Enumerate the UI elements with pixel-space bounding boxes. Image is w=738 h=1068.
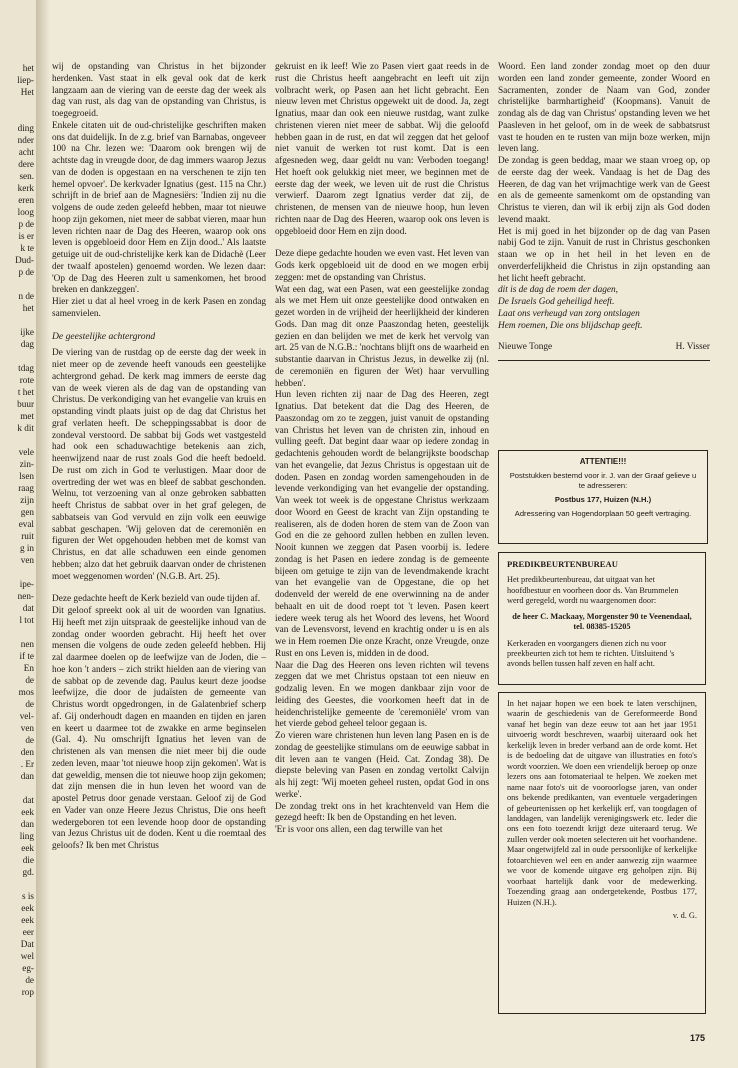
spine-fragment: Het	[20, 87, 34, 97]
spine-fragment: buur	[17, 399, 34, 409]
spine-fragment: de	[25, 699, 34, 709]
paragraph: Enkele citaten uit de oud-christelijke geschriften maken ons dat duidelijk. In de z.g. brief van Barnabas, ongeveer 100 na Chr. lezen we: 'Daarom ook brengen wij de achtste dag in vreugde door, de dag immers waarop Jezus van de doden is opgestaan en na verschenen te zijn ten hemel opvoer'. De kerkvader Ignatius (gest. 115 na Chr.) schrijft in de brief aan de Magnesiërs: 'Indien zij nu die volgens de oude zeden geleefd hebben, maar tot nieuwe hoop zijn gekomen, niet meer de sabbat vieren, maar hun leven richten naar de Dag des Heeren, waarop ook ons leven is opgebloeid door Hem en Zijn dood..' Als laatste getuige uit de oud-christelijke kerk kan de Didachè (Leer der twaalf apostelen) genoemd worden. We lezen daar: 'Op de Dag des Heeren zult u samenkomen, het brood breken en dankzeggen'.	[52, 120, 266, 296]
spine-fragment: ven	[20, 723, 34, 733]
paragraph: gekruist en ik leef! Wie zo Pasen viert gaat reeds in de rust die Christus heeft aangebracht en leeft uit zijn volbracht werk, op Pasen aan het licht gebracht. Een nieuw leven met Christus opgewekt uit de dood. Ja, zegt Ignatius, maar dan ook een nieuwe rustdag, want zulke christenen vieren niet meer de sabbat. Wij die geloofd hebben gaan in de rust, en dat wil zeggen dat het geloof niet vanuit de werken tot rust komt. Dat is een afgesneden weg, daar geldt nu van: Verboden toegang! Het hoeft ook gelukkig niet meer, we beginnen met de eerste dag der week, we leven uit de rust die Christus verwierf. Daarom zegt Ignatius verder dat zij, de christenen, de mensen van de nieuwe hoop, hun leven richten naar de Dag des Heeren, waarop ook ons leven is opgebloeid door Hem en zijn dood.	[275, 62, 489, 237]
spine-fragment: . Er	[20, 759, 34, 769]
column-2	[275, 62, 489, 837]
spine-fragment: ipe-	[19, 579, 34, 589]
spine-fragment: dat	[22, 795, 34, 805]
poem-line: Laat ons verheugd van zorg ontslagen	[498, 308, 640, 319]
spine-fragment: ling	[19, 831, 34, 841]
spine-fragment: het	[22, 63, 34, 73]
book-announcement	[498, 692, 706, 1014]
page-fold-shadow	[36, 0, 50, 1068]
spine-fragment: s is	[21, 891, 34, 901]
spine-fragment: eek	[21, 915, 34, 925]
spine-fragment: p de	[18, 219, 34, 229]
spine-fragment: tdag	[18, 363, 34, 373]
article-signature	[498, 342, 710, 361]
spine-fragment: is er	[18, 231, 34, 241]
spine-fragment: ruit	[21, 531, 34, 541]
spine-fragment: die	[22, 855, 34, 865]
spine-fragment: eren	[18, 195, 34, 205]
paragraph: Naar die Dag des Heeren ons leven richten wil tevens zeggen dat we met Christus opstaan tot een nieuw en godzalig leven. En we mogen dankbaar zijn voor de leiding des Geestes, die voorkomen heeft dat in de heidenchristelijke gemeente de 'ceremoniële' vrom van het vierde gebod geheel teloor gegaan is.	[275, 660, 489, 730]
spine-fragment: nen-	[17, 591, 34, 601]
poem-line: De Israels God geheiligd heeft.	[498, 297, 615, 307]
spine-fragment: Dat	[20, 939, 34, 949]
paragraph: Zo vieren ware christenen hun leven lang Pasen en is de zondag de geestelijke stimulans om de eeuwige sabbat in dit leven aan te vangen (Heid. Cat. Zondag 38). De diepste beleving van Pasen en zondag vertolkt Calvijn als hij zegt: 'Wij moeten geheel rusten, opdat God in ons werke'.	[275, 731, 489, 800]
notice-address: de heer C. Mackaay, Morgenster 90 te Veenendaal, tel. 08385-15205	[512, 612, 692, 632]
spine-fragment: eg-	[22, 963, 34, 973]
spine-fragment: mos	[18, 687, 34, 697]
spine-fragment: rop	[21, 987, 34, 997]
spine-fragment: zin-	[19, 459, 34, 469]
spine-fragment: dere	[18, 159, 34, 169]
spine-fragment: de	[25, 675, 34, 685]
spine-fragment: k te	[20, 243, 34, 253]
section-heading: De geestelijke achtergrond	[52, 330, 156, 342]
notice-address: Postbus 177, Huizen (N.H.)	[554, 495, 652, 504]
spine-fragment: den	[20, 747, 34, 757]
column-1	[52, 62, 266, 853]
predikbeurtenbureau-notice	[498, 552, 706, 685]
spine-fragment: nen	[20, 639, 34, 649]
column-3	[498, 62, 710, 361]
spine-fragment: het	[22, 303, 34, 313]
spine-fragment: l tot	[19, 615, 34, 625]
notice-text: Kerkeraden en voorgangers dienen zich nu voor preekbeurten zich tot hem te richten. Uitsluitend 's avonds bellen tussen half zeven en half acht.	[507, 638, 675, 669]
spine-fragment: loog	[17, 207, 34, 217]
spine-fragment: sen.	[19, 171, 34, 181]
spine-fragment: met	[20, 411, 34, 421]
spine-fragment: kerk	[17, 183, 34, 193]
paragraph: Woord. Een land zonder zondag moet op den duur worden een land zonder gemeente, zonder Woord en Sacramenten, zonder de Naam van God, zonder christelijke barmhartigheid' (Koopmans). Vanuit de zondag als de dag van Christus' opstanding leven we het Paasleven in het geloof, om in de week de sabbatsrust vast te houden en te rusten van mijn boze werken, mijn leven lang.	[498, 62, 710, 155]
spine-fragment: if te	[19, 651, 34, 661]
spine-fragment: n de	[18, 291, 34, 301]
spine-fragment: eval	[18, 519, 34, 529]
attentie-notice	[498, 450, 708, 544]
paragraph: Het is mij goed in het bijzonder op de dag van Pasen nabij God te zijn. Vanuit de rust in Christus geschonken staan we op in het heil in het leven en de onverderfelijkheid die Christus in zijn opstanding aan het licht heeft gebracht.	[498, 226, 710, 284]
paragraph: Dit geloof spreekt ook al uit de woorden van Ignatius. Hij heeft met zijn uitspraak de geestelijke inhoud van de zondag onder woorden gebracht. Hij heeft het over mensen die volgens de oude zeden geleefd hebben. Hij zal daarmee doelen op de leefwijze van de Joden, die – hoe kon 't anders – zich strikt hielden aan de viering van de sabbat op de zevende dag. Paulus keurt deze joodse leefwijze, die door de judaïsten de gemeente van Christus wordt opgedrongen, in de Galatenbrief scherp af. Gij onderhoudt dagen en maanden en tijden en jaren en keert u daarmee tot de zwakke en arme beginselen (Gal. 4). Nu omschrijft Ignatius het leven van de christenen als van mensen die niet meer bij die oude zeden leven, maar 'tot nieuwe hoop zijn gekomen'. Wat is dat geweldig, mensen die tot nieuwe hoop zijn gekomen; dat zijn mensen die in hun leven het woord van de apostel Petrus door genade verstaan. Geloof zij de God en Vader van onze Heere Jezus Christus, Die ons heeft wedergeboren tot een levende hoop door de opstanding van Jezus Christus uit de doden. Kent u die roemtaal des geloofs? Ik ben met Christus	[52, 606, 266, 851]
spine-fragment: lsen	[19, 471, 34, 481]
paragraph: Hier ziet u dat al heel vroeg in de kerk Pasen en zondag samenvielen.	[52, 297, 266, 319]
spine-fragment: gen	[20, 507, 34, 517]
spine-fragment: zijn	[20, 495, 34, 505]
paragraph: wij de opstanding van Christus in het bijzonder herdenken. Vast staat in elk geval ook dat de kerk langzaam aan de viering van de eerste dag der week als dag van rust, als dag van de opstanding van Christus, is toegegroeid.	[52, 62, 266, 119]
spine-fragment: dan	[20, 771, 34, 781]
paragraph: Wat een dag, wat een Pasen, wat een geestelijke zondag als we met Hem uit onze geestelijke dood ontwaken en gezet worden in de vrijheid der heerlijkheid der kinderen Gods. Dan mag dit onze Paaszondag heten, geestelijk gezien en dan belijden we met de kerk het vervolg van art. 25 van de N.G.B.: 'nochtans blijft ons de waarheid en substantie daarvan in Christus Jezus, in dewelke zij (nl. de ceremoniën en figuren der Wet) haar vervulling hebben'.	[275, 284, 489, 389]
spine-fragment: de	[25, 735, 34, 745]
spine-fragment: dat	[22, 603, 34, 613]
spine-fragment: ijke	[20, 327, 34, 337]
notice-text: Het predikbeurtenbureau, dat uitgaat van het hoofdbestuur en voorheen door ds. Van Brummelen werd geregeld, wordt nu waargenomen door:	[507, 575, 679, 605]
spine-fragment: vele	[18, 447, 34, 457]
poem-line: Hem roemen, Die ons blijdschap geeft.	[498, 320, 643, 331]
spine-fragment: rote	[19, 375, 34, 385]
spine-fragment: raag	[18, 483, 34, 493]
spine-fragment: ven	[20, 555, 34, 565]
announcement-initials: v. d. G.	[672, 911, 697, 921]
spine-fragment: nder	[17, 135, 34, 145]
spine-fragment: vel-	[19, 711, 34, 721]
spine-fragment: p de	[18, 267, 34, 277]
spine-fragment: eer	[22, 927, 34, 937]
page-number: 175	[690, 1033, 706, 1043]
spine-fragment: ding	[17, 123, 34, 133]
signature-author: H. Visser	[675, 342, 710, 353]
paragraph: De zondag is geen beddag, maar we staan vroeg op, op de eerste dag der week. Vandaag is het de Dag des Heeren, de dag van het vrijmachtige werk van de Geest en als de gemeente samenkomt om de opstanding van Christus te vieren, dan wil ik erbij zijn als God doden levend maakt.	[498, 156, 710, 225]
paragraph: Hun leven richten zij naar de Dag des Heeren, zegt Ignatius. Dat betekent dat die Dag des Heeren, de Paaszondag om zo te zeggen, juist vanuit de opstanding van Christus het leven van de christen zin, inhoud en vulling geeft. Dat begint daar waar op iedere zondag in gedachtenis gehouden wordt de belangrijkste boodschap van het evangelie, dat Jezus Christus is opgestaan uit de doden. Pasen en zondag worden samengehouden in de levende verkondiging van het evangelie der opstanding. Van week tot week is de opgestane Christus werkzaam door Woord en Geest de kracht van Zijn opstanding te realiseren, als de doden horen de stem van de Zoon van God en die ze gehoord zullen hebben en zullen leven. Nooit kunnen we zeggen dat Pasen voorbij is. Iedere zondag is het Pasen en iedere zondag is de gemeente bijeen om getuige te zijn van de levendmakende kracht van het evangelie van de Opgestane, die op het dodenveld der wereld de ene overwinning na de ander behaalt en uit de dood roept tot 't leven. Pasen keert iedere week terug als het Woord des levens, het Woord van de Levensvorst, levend en krachtig onder u is en als we in Hem roemen Die onze Kracht, onze Vreugde, onze Rust en ons Leven is, midden in de dood.	[275, 390, 489, 659]
paragraph: De zondag trekt ons in het krachtenveld van Hem die gezegd heeft: Ik ben de Opstanding en het leven.	[275, 801, 489, 824]
paragraph: Deze gedachte heeft de Kerk bezield van oude tijden af.	[52, 594, 261, 605]
previous-page-margin	[0, 0, 38, 1068]
spine-fragment: wel	[20, 951, 34, 961]
paragraph: 'Er is voor ons allen, een dag terwille van het	[275, 825, 443, 835]
spine-fragment: g in	[19, 543, 34, 553]
spine-fragment: de	[25, 975, 34, 985]
spine-fragment: acht	[18, 147, 34, 157]
spine-fragment: dag	[20, 339, 34, 349]
notice-text: Adressering van Hogendorplaan 50 geeft vertraging.	[514, 509, 692, 518]
spine-fragment: eek	[21, 807, 34, 817]
signature-place: Nieuwe Tonge	[498, 342, 553, 353]
notice-title: ATTENTIE!!!	[579, 457, 627, 466]
spine-fragment: Dud-	[15, 255, 34, 265]
poem-line: dit is de dag de roem der dagen,	[498, 285, 618, 296]
spine-fragment: liep-	[17, 75, 34, 85]
spine-fragment: k dit	[17, 423, 34, 433]
paragraph: Deze diepe gedachte houden we even vast. Het leven van Gods kerk opgebloeid uit de dood en we mogen erbij zeggen: met de opstanding van Christus.	[275, 249, 489, 283]
notice-text: Poststukken bestemd voor ir. J. van der Graaf gelieve u te adresseren:	[509, 471, 697, 490]
spine-fragment: t het	[17, 387, 34, 397]
spine-fragment: eek	[21, 903, 34, 913]
spine-fragment: gd.	[22, 867, 34, 877]
notice-title: PREDIKBEURTENBUREAU	[507, 559, 618, 569]
announcement-text: In het najaar hopen we een boek te laten verschijnen, waarin de geschiedenis van de Gereformeerde Bond vanaf het begin van deze eeuw tot aan het jaar 1951 uitvoerig wordt beschreven, waarbij uiteraard ook het kerkelijk leven in breder verband aan de orde komt. Het is de bedoeling dat de uitgave van illustraties en foto's wordt voorzien. We doen een vriendelijk beroep op onze lezers ons aan fotomateriaal te helpen. We zoeken met name naar foto's uit de vooroorlogse jaren, van onder ons bekende predikanten, van eventuele vergaderingen of gebeurtenissen op het kerkelijk erf, van toogdagen of landdagen, van landelijk verenigingswerk etc. Ieder die ons een foto toezendt krijgt deze uiteraard terug. We zullen verder ook moeten selecteren uit het voorhandene. Maar ongetwijfeld zal in oude persoonlijke of kerkelijke fotoarchieven wel een en ander aanwezig zijn waarmee we voor de komende uitgave erg geholpen zijn. Bij voorbaat hartelijk dank voor de medewerking. Toezending graag aan ondergetekende, Postbus 177, Huizen (N.H.).	[507, 699, 697, 907]
spine-fragment: En	[23, 663, 34, 673]
paragraph: De viering van de rustdag op de eerste dag der week in niet meer op de zevende heeft vanouds een geestelijke achtergrond gehad. De kerk mag immers de eerste dag van de week vieren als de dag van de opstanding van Christus. De verkondiging van het evangelie van kruis en opstanding vindt plaats juist op de dag dat Christus het graf verlaten heeft. De scheppingssabbat is door de zondeval verstoord. De sabbat bij Gods wet vastgesteld had ook een schaduwachtige betekenis aan zich, heenwijzend naar de rust zoals God die heeft bedoeld. De rust om zich in God te verlustigen. Maar door de overtreding der wet was en bleef de sabbat geschonden. Welnu, tot verzoening van al onze gebroken sabbatten heeft Christus de sabbat over in het graf gelegen, de sabbatseis van God vervuld en zijn volk een eeuwige sabbat geschapen. 'Wij geloven dat de ceremoniën en figuren der Wet opgehouden hebben met de komst van Christus, en dat alle schaduwen een einde genomen hebben; alzo dat het gebruik daarvan onder de christenen moet weggenomen worden' (N.G.B. Art. 25).	[52, 348, 266, 582]
spine-fragment: eek	[21, 843, 34, 853]
spine-fragment: dan	[20, 819, 34, 829]
